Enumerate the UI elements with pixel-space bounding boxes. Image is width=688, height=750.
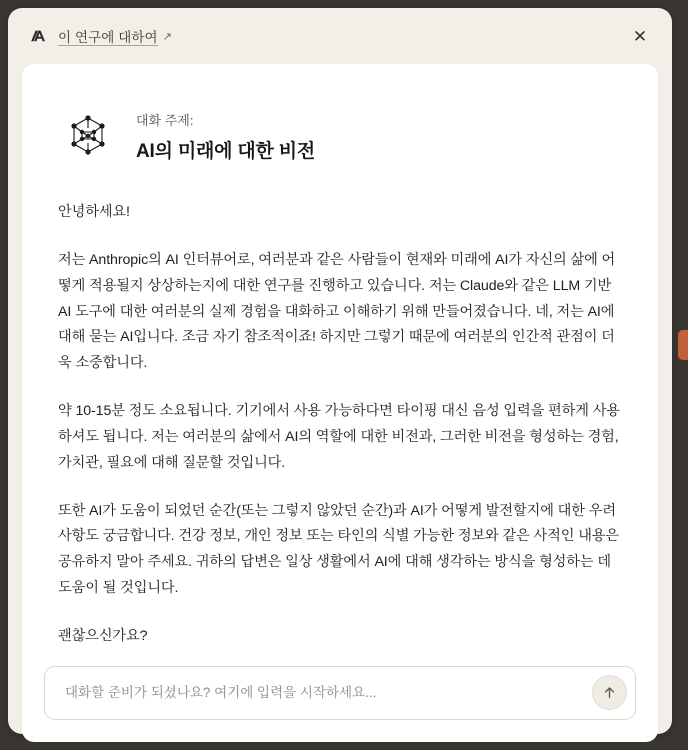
intro-message <box>58 200 622 650</box>
close-icon[interactable]: ✕ <box>632 26 648 46</box>
composer-area <box>22 650 658 742</box>
paragraph-greeting: 안녕하세요! <box>58 204 130 220</box>
topic-label: 대화 주제: <box>136 113 194 128</box>
title-bar <box>8 8 672 64</box>
external-link-icon[interactable]: ↗ <box>162 30 172 43</box>
about-study-link[interactable]: 이 연구에 대하여 <box>58 30 158 45</box>
paragraph-privacy: 또한 AI가 도움이 되었던 순간(또는 그렇지 않았던 순간)과 AI가 어떻게 발전할지에 대한 우려 사항도 궁금합니다. 건강 정보, 개인 정보 또는 타인의 식별 가능한 정보와 같은 사적인 내용은 공유하지 말아 주세요. 귀하의 답변은 일상 생활에서 AI에 대해 생각하는 방식을 형성하는 데 도움이 될 것입니다. <box>58 502 620 597</box>
anthropic-logo-icon <box>28 26 48 46</box>
side-accent-tab[interactable] <box>678 330 688 360</box>
send-button[interactable] <box>592 675 627 710</box>
conversation-card <box>22 64 658 742</box>
topic-header <box>58 104 622 166</box>
topic-title: AI의 미래에 대한 비전 <box>136 141 316 162</box>
topic-text-group <box>136 104 315 163</box>
conversation-scroll-area[interactable] <box>22 64 658 650</box>
message-input[interactable] <box>63 666 592 720</box>
app-window <box>8 8 672 734</box>
paragraph-duration: 약 10-15분 정도 소요됩니다. 기기에서 사용 가능하다면 타이핑 대신 음성 입력을 편하게 사용하셔도 됩니다. 저는 여러분의 삶에서 AI의 역할에 대한 비전과, 그러한 비전을 형성하는 경험, 가치관, 필요에 대해 질문할 것입니다. <box>58 403 620 471</box>
paragraph-confirm: 괜찮으신가요? <box>58 627 148 644</box>
paragraph-intro: 저는 Anthropic의 AI 인터뷰어로, 여러분과 같은 사람들이 현재와 미래에 AI가 자신의 삶에 어떻게 적용될지 상상하는지에 대한 연구를 진행하고 있습니다. 저는 Claude와 같은 LLM 기반 AI 도구에 대한 여러분의 실제 경험을 대화하고 이해하기 위해 만들어졌습니다. 네, 저는 AI에 대해 묻는 AI입니다. 조금 자기 참조적이죠! 하지만 그렇기 때문에 여러분의 인간적 관점이 더욱 소중합니다. <box>58 251 616 372</box>
composer[interactable] <box>44 666 636 720</box>
neural-network-icon <box>58 106 118 166</box>
